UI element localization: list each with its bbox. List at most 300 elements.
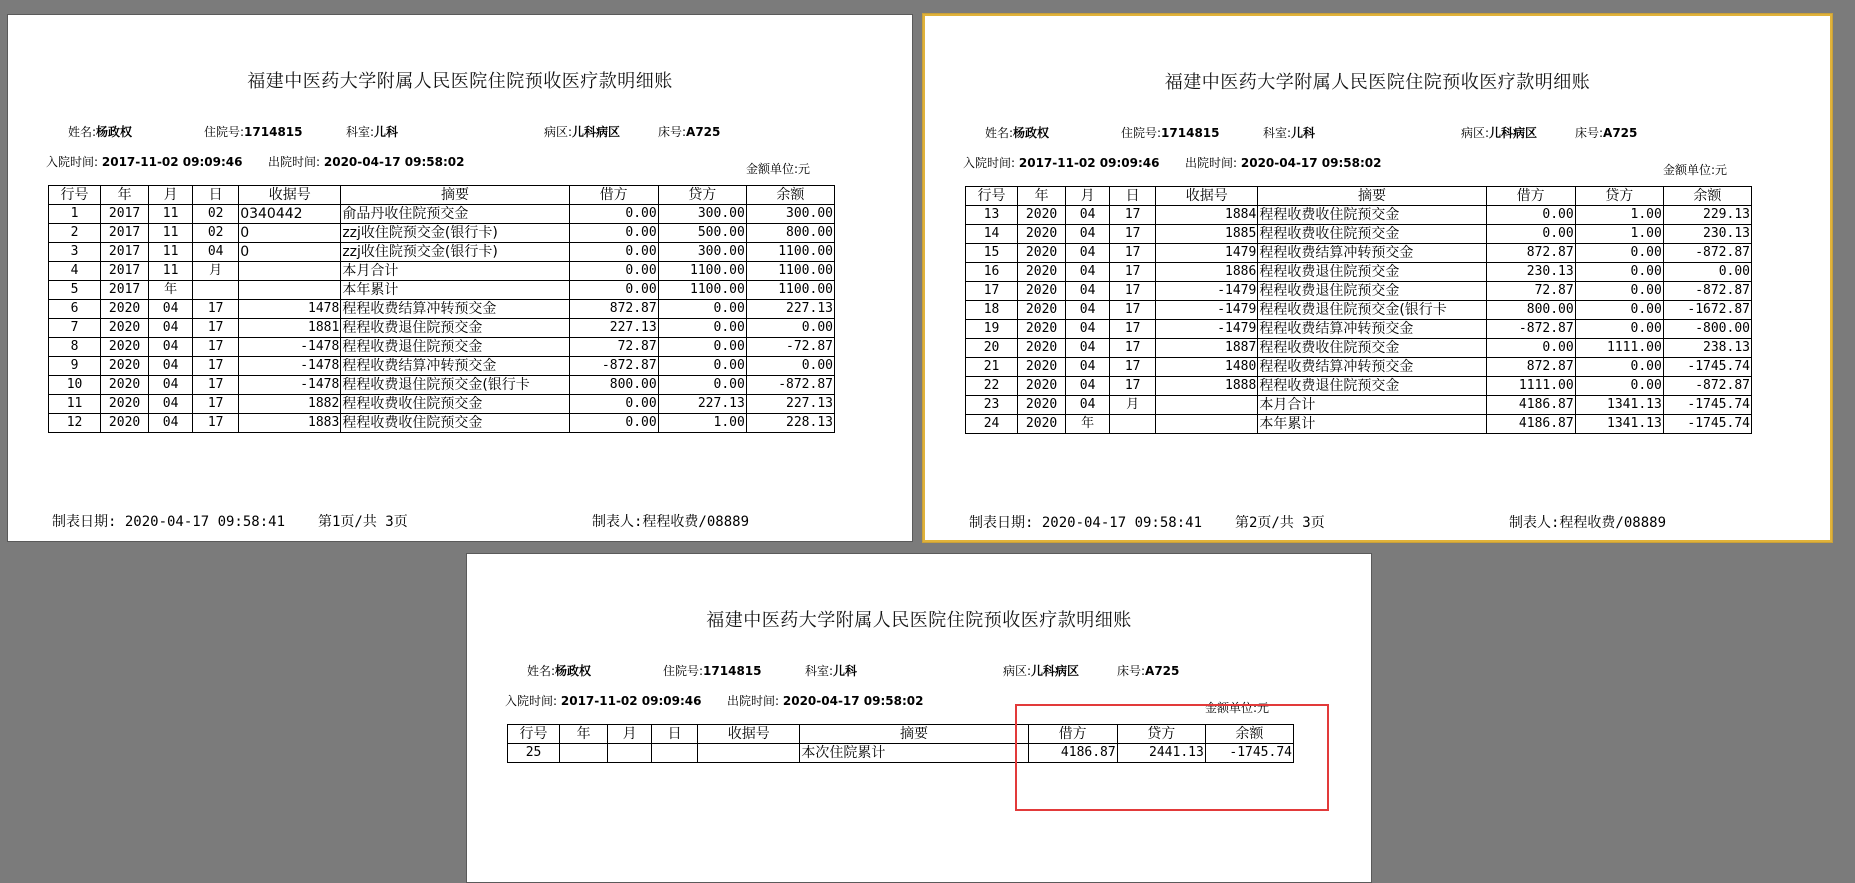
- cell-receipt-number: -1479: [1156, 301, 1258, 320]
- cell-credit: 1.00: [658, 414, 746, 433]
- cell-credit: 1.00: [1575, 206, 1663, 225]
- column-header-balance: 余额: [1663, 187, 1751, 206]
- cell-receipt-number: [698, 744, 800, 763]
- column-header-credit: 贷方: [658, 186, 746, 205]
- discharge-time: 出院时间: 2020-04-17 09:58:02: [1185, 156, 1382, 170]
- table-row: [966, 263, 1752, 282]
- cell-year: 2017: [101, 224, 149, 243]
- footer-date: 制表日期: 2020-04-17 09:58:41: [969, 515, 1203, 531]
- cell-receipt-number: -1478: [239, 376, 341, 395]
- column-header-day: 日: [193, 186, 239, 205]
- column-header-month: 月: [608, 725, 652, 744]
- cell-day: 17: [1110, 301, 1156, 320]
- cell-debit: 0.00: [569, 414, 658, 433]
- report-page-2[interactable]: [923, 14, 1832, 542]
- cell-credit: 0.00: [1575, 282, 1663, 301]
- cell-day: 17: [1110, 339, 1156, 358]
- cell-receipt-number: 0: [239, 224, 341, 243]
- ledger-table: [48, 185, 835, 433]
- cell-debit: 800.00: [569, 376, 658, 395]
- cell-row-number: 16: [966, 263, 1018, 282]
- cell-summary: 程程收费退住院预交金: [1258, 377, 1486, 396]
- cell-receipt-number: 1480: [1156, 358, 1258, 377]
- ledger-header-row: [966, 187, 1752, 206]
- cell-balance: -1745.74: [1663, 415, 1751, 434]
- cell-month: 04: [1066, 206, 1110, 225]
- cell-year: [560, 744, 608, 763]
- column-header-month: 月: [149, 186, 193, 205]
- cell-row-number: 22: [966, 377, 1018, 396]
- column-header-row-number: 行号: [49, 186, 101, 205]
- cell-credit: 0.00: [658, 376, 746, 395]
- cell-day: 17: [193, 395, 239, 414]
- cell-debit: 0.00: [569, 262, 658, 281]
- cell-debit: -872.87: [1486, 320, 1575, 339]
- cell-day: 04: [193, 243, 239, 262]
- cell-year: 2020: [101, 300, 149, 319]
- column-header-balance: 余额: [746, 186, 834, 205]
- cell-month: 11: [149, 224, 193, 243]
- cell-day: 02: [193, 224, 239, 243]
- cell-debit: 1111.00: [1486, 377, 1575, 396]
- cell-month: 04: [1066, 263, 1110, 282]
- cell-day: 17: [1110, 282, 1156, 301]
- cell-year: 2020: [1018, 415, 1066, 434]
- table-row: [49, 395, 835, 414]
- cell-balance: 0.00: [746, 319, 834, 338]
- cell-credit: 1341.13: [1575, 415, 1663, 434]
- cell-credit: 0.00: [658, 357, 746, 376]
- cell-balance: 229.13: [1663, 206, 1751, 225]
- cell-year: 2017: [101, 281, 149, 300]
- cell-summary: 程程收费退住院预交金: [1258, 263, 1486, 282]
- cell-row-number: 15: [966, 244, 1018, 263]
- cell-debit: 0.00: [569, 205, 658, 224]
- cell-receipt-number: -1479: [1156, 320, 1258, 339]
- cell-month: 11: [149, 243, 193, 262]
- column-header-year: 年: [101, 186, 149, 205]
- cell-summary: 程程收费收住院预交金: [1258, 339, 1486, 358]
- cell-balance: 227.13: [746, 300, 834, 319]
- ledger-body: [966, 206, 1752, 434]
- column-header-summary: 摘要: [341, 186, 569, 205]
- cell-day: 17: [1110, 244, 1156, 263]
- cell-year: 2017: [101, 205, 149, 224]
- cell-summary: 程程收费退住院预交金(银行卡: [1258, 301, 1486, 320]
- cell-credit: 1100.00: [658, 262, 746, 281]
- cell-day: 月: [193, 262, 239, 281]
- cell-receipt-number: 1884: [1156, 206, 1258, 225]
- cell-credit: 1341.13: [1575, 396, 1663, 415]
- table-row: [966, 301, 1752, 320]
- cell-day: 02: [193, 205, 239, 224]
- cell-row-number: 4: [49, 262, 101, 281]
- cell-receipt-number: -1478: [239, 357, 341, 376]
- cell-month: 04: [149, 414, 193, 433]
- column-header-debit: 借方: [1028, 725, 1117, 744]
- column-header-receipt-number: 收据号: [698, 725, 800, 744]
- cell-row-number: 13: [966, 206, 1018, 225]
- cell-day: 17: [193, 414, 239, 433]
- cell-credit: 0.00: [658, 338, 746, 357]
- cell-summary: 本次住院累计: [800, 744, 1028, 763]
- cell-debit: 4186.87: [1486, 415, 1575, 434]
- cell-day: 17: [1110, 358, 1156, 377]
- cell-receipt-number: 1479: [1156, 244, 1258, 263]
- footer-page-number: 第1页/共 3页: [318, 514, 408, 530]
- ledger-header-row: [49, 186, 835, 205]
- cell-debit: 0.00: [1486, 206, 1575, 225]
- cell-receipt-number: 1881: [239, 319, 341, 338]
- cell-month: 04: [1066, 396, 1110, 415]
- column-header-debit: 借方: [569, 186, 658, 205]
- cell-year: 2020: [1018, 225, 1066, 244]
- cell-debit: 872.87: [569, 300, 658, 319]
- cell-receipt-number: 1887: [1156, 339, 1258, 358]
- footer-date: 制表日期: 2020-04-17 09:58:41: [52, 514, 286, 530]
- cell-balance: 0.00: [746, 357, 834, 376]
- table-row: [49, 319, 835, 338]
- cell-receipt-number: [1156, 415, 1258, 434]
- column-header-receipt-number: 收据号: [1156, 187, 1258, 206]
- cell-year: 2020: [101, 376, 149, 395]
- cell-row-number: 7: [49, 319, 101, 338]
- ward: 病区:儿科病区: [1461, 126, 1538, 140]
- column-header-day: 日: [1110, 187, 1156, 206]
- column-header-receipt-number: 收据号: [239, 186, 341, 205]
- cell-row-number: 9: [49, 357, 101, 376]
- cell-balance: 1100.00: [746, 281, 834, 300]
- cell-row-number: 3: [49, 243, 101, 262]
- cell-year: 2020: [101, 395, 149, 414]
- cell-balance: 1100.00: [746, 262, 834, 281]
- cell-month: [608, 744, 652, 763]
- cell-day: [193, 281, 239, 300]
- cell-debit: 0.00: [569, 395, 658, 414]
- cell-receipt-number: [239, 262, 341, 281]
- bed-number: 床号:A725: [1575, 126, 1638, 140]
- column-header-summary: 摘要: [1258, 187, 1486, 206]
- cell-row-number: 2: [49, 224, 101, 243]
- cell-credit: 1100.00: [658, 281, 746, 300]
- department: 科室:儿科: [1263, 126, 1316, 140]
- cell-balance: -872.87: [1663, 377, 1751, 396]
- cell-year: 2020: [101, 414, 149, 433]
- cell-summary: 本月合计: [1258, 396, 1486, 415]
- table-row: [49, 376, 835, 395]
- cell-year: 2020: [1018, 396, 1066, 415]
- cell-credit: 0.00: [1575, 358, 1663, 377]
- admission-number: 住院号:1714815: [1121, 126, 1220, 140]
- cell-balance: -1745.74: [1663, 396, 1751, 415]
- cell-balance: -1672.87: [1663, 301, 1751, 320]
- cell-balance: -800.00: [1663, 320, 1751, 339]
- cell-summary: 程程收费收住院预交金: [1258, 206, 1486, 225]
- cell-year: 2020: [101, 319, 149, 338]
- cell-receipt-number: [1156, 396, 1258, 415]
- table-row: [966, 282, 1752, 301]
- patient-name: 姓名:杨政权: [68, 125, 133, 139]
- amount-unit: 金额单位:元: [1205, 701, 1270, 715]
- cell-day: 17: [193, 338, 239, 357]
- cell-receipt-number: -1478: [239, 338, 341, 357]
- table-row: [49, 338, 835, 357]
- admission-time: 入院时间: 2017-11-02 09:09:46: [505, 694, 702, 708]
- cell-summary: 程程收费结算冲转预交金: [341, 300, 569, 319]
- cell-summary: 程程收费收住院预交金: [341, 414, 569, 433]
- cell-month: 04: [1066, 301, 1110, 320]
- cell-debit: 872.87: [1486, 358, 1575, 377]
- cell-credit: 0.00: [1575, 263, 1663, 282]
- cell-balance: 230.13: [1663, 225, 1751, 244]
- cell-year: 2020: [1018, 244, 1066, 263]
- cell-debit: 72.87: [1486, 282, 1575, 301]
- cell-month: 04: [149, 357, 193, 376]
- column-header-credit: 贷方: [1575, 187, 1663, 206]
- cell-credit: 2441.13: [1117, 744, 1205, 763]
- ward: 病区:儿科病区: [1003, 664, 1080, 678]
- cell-summary: 程程收费结算冲转预交金: [1258, 320, 1486, 339]
- cell-month: 04: [1066, 282, 1110, 301]
- cell-debit: 4186.87: [1028, 744, 1117, 763]
- discharge-time: 出院时间: 2020-04-17 09:58:02: [727, 694, 924, 708]
- cell-summary: 程程收费收住院预交金: [1258, 225, 1486, 244]
- bed-number: 床号:A725: [658, 125, 721, 139]
- cell-day: [652, 744, 698, 763]
- column-header-row-number: 行号: [966, 187, 1018, 206]
- cell-month: 04: [1066, 320, 1110, 339]
- cell-receipt-number: [239, 281, 341, 300]
- cell-receipt-number: 1886: [1156, 263, 1258, 282]
- cell-debit: 872.87: [1486, 244, 1575, 263]
- table-row: [49, 414, 835, 433]
- cell-summary: 程程收费结算冲转预交金: [341, 357, 569, 376]
- cell-day: 17: [193, 376, 239, 395]
- table-row: [49, 357, 835, 376]
- discharge-time: 出院时间: 2020-04-17 09:58:02: [268, 155, 465, 169]
- cell-row-number: 8: [49, 338, 101, 357]
- highlight-annotation-box: [1015, 704, 1329, 811]
- cell-debit: 800.00: [1486, 301, 1575, 320]
- cell-day: 月: [1110, 396, 1156, 415]
- cell-year: 2020: [1018, 339, 1066, 358]
- cell-month: 04: [1066, 358, 1110, 377]
- cell-row-number: 14: [966, 225, 1018, 244]
- cell-balance: 1100.00: [746, 243, 834, 262]
- ledger-table: [965, 186, 1752, 434]
- cell-credit: 0.00: [1575, 320, 1663, 339]
- footer-maker: 制表人:程程收费/08889: [592, 514, 750, 530]
- cell-row-number: 11: [49, 395, 101, 414]
- ledger-body: [49, 205, 835, 433]
- cell-day: [1110, 415, 1156, 434]
- cell-year: 2020: [1018, 320, 1066, 339]
- cell-debit: 0.00: [569, 281, 658, 300]
- table-row: [49, 300, 835, 319]
- cell-month: 11: [149, 205, 193, 224]
- cell-debit: 230.13: [1486, 263, 1575, 282]
- cell-row-number: 6: [49, 300, 101, 319]
- report-title: 福建中医药大学附属人民医院住院预收医疗款明细账: [1164, 72, 1591, 93]
- cell-month: 04: [149, 395, 193, 414]
- cell-debit: 0.00: [569, 243, 658, 262]
- table-row: [49, 205, 835, 224]
- cell-year: 2020: [1018, 301, 1066, 320]
- column-header-month: 月: [1066, 187, 1110, 206]
- cell-year: 2020: [1018, 263, 1066, 282]
- cell-summary: 程程收费退住院预交金: [341, 338, 569, 357]
- cell-credit: 0.00: [1575, 377, 1663, 396]
- cell-debit: -872.87: [569, 357, 658, 376]
- cell-row-number: 25: [508, 744, 560, 763]
- table-row: [966, 377, 1752, 396]
- cell-balance: -72.87: [746, 338, 834, 357]
- cell-summary: 程程收费退住院预交金(银行卡: [341, 376, 569, 395]
- cell-row-number: 23: [966, 396, 1018, 415]
- column-header-credit: 贷方: [1117, 725, 1205, 744]
- cell-credit: 227.13: [658, 395, 746, 414]
- department: 科室:儿科: [346, 125, 399, 139]
- report-page-1[interactable]: [7, 14, 913, 542]
- cell-balance: 238.13: [1663, 339, 1751, 358]
- column-header-summary: 摘要: [800, 725, 1028, 744]
- cell-day: 17: [1110, 377, 1156, 396]
- cell-month: 年: [149, 281, 193, 300]
- cell-summary: zzj收住院预交金(银行卡): [341, 243, 569, 262]
- table-row: [966, 396, 1752, 415]
- cell-month: 年: [1066, 415, 1110, 434]
- column-header-debit: 借方: [1486, 187, 1575, 206]
- amount-unit: 金额单位:元: [1663, 163, 1728, 177]
- cell-row-number: 18: [966, 301, 1018, 320]
- cell-balance: -1745.74: [1205, 744, 1293, 763]
- cell-row-number: 10: [49, 376, 101, 395]
- cell-day: 17: [1110, 225, 1156, 244]
- column-header-balance: 余额: [1205, 725, 1293, 744]
- cell-day: 17: [193, 300, 239, 319]
- cell-row-number: 24: [966, 415, 1018, 434]
- cell-year: 2017: [101, 262, 149, 281]
- table-row: [49, 281, 835, 300]
- cell-debit: 0.00: [569, 224, 658, 243]
- cell-debit: 227.13: [569, 319, 658, 338]
- cell-day: 17: [1110, 263, 1156, 282]
- cell-month: 04: [1066, 225, 1110, 244]
- cell-credit: 300.00: [658, 243, 746, 262]
- cell-debit: 72.87: [569, 338, 658, 357]
- cell-summary: 程程收费收住院预交金: [341, 395, 569, 414]
- cell-summary: 俞品丹收住院预交金: [341, 205, 569, 224]
- cell-row-number: 20: [966, 339, 1018, 358]
- cell-balance: -872.87: [1663, 244, 1751, 263]
- cell-month: 04: [149, 300, 193, 319]
- cell-row-number: 19: [966, 320, 1018, 339]
- cell-receipt-number: -1479: [1156, 282, 1258, 301]
- cell-balance: 0.00: [1663, 263, 1751, 282]
- cell-month: 04: [149, 338, 193, 357]
- cell-year: 2020: [1018, 282, 1066, 301]
- ward: 病区:儿科病区: [544, 125, 621, 139]
- cell-year: 2020: [1018, 206, 1066, 225]
- cell-credit: 0.00: [658, 319, 746, 338]
- cell-year: 2020: [1018, 358, 1066, 377]
- column-header-row-number: 行号: [508, 725, 560, 744]
- patient-name: 姓名:杨政权: [985, 126, 1050, 140]
- cell-debit: 0.00: [1486, 339, 1575, 358]
- cell-credit: 0.00: [1575, 244, 1663, 263]
- cell-balance: -872.87: [1663, 282, 1751, 301]
- cell-balance: -872.87: [746, 376, 834, 395]
- cell-receipt-number: 0340442: [239, 205, 341, 224]
- cell-debit: 4186.87: [1486, 396, 1575, 415]
- cell-credit: 0.00: [658, 300, 746, 319]
- table-row: [966, 358, 1752, 377]
- cell-month: 04: [1066, 339, 1110, 358]
- table-row: [49, 262, 835, 281]
- cell-year: 2017: [101, 243, 149, 262]
- cell-row-number: 21: [966, 358, 1018, 377]
- cell-year: 2020: [1018, 377, 1066, 396]
- cell-balance: 227.13: [746, 395, 834, 414]
- cell-row-number: 1: [49, 205, 101, 224]
- cell-summary: 本月合计: [341, 262, 569, 281]
- cell-credit: 300.00: [658, 205, 746, 224]
- column-header-year: 年: [1018, 187, 1066, 206]
- report-page-3[interactable]: [466, 553, 1372, 883]
- table-row: [966, 225, 1752, 244]
- cell-receipt-number: 0: [239, 243, 341, 262]
- cell-year: 2020: [101, 357, 149, 376]
- table-row: [966, 339, 1752, 358]
- cell-balance: -1745.74: [1663, 358, 1751, 377]
- table-row: [49, 224, 835, 243]
- amount-unit: 金额单位:元: [746, 162, 811, 176]
- cell-receipt-number: 1883: [239, 414, 341, 433]
- table-row: [966, 320, 1752, 339]
- cell-month: 04: [149, 319, 193, 338]
- cell-credit: 1111.00: [1575, 339, 1663, 358]
- admission-number: 住院号:1714815: [204, 125, 303, 139]
- cell-day: 17: [1110, 206, 1156, 225]
- admission-time: 入院时间: 2017-11-02 09:09:46: [963, 156, 1160, 170]
- footer-maker: 制表人:程程收费/08889: [1509, 515, 1667, 531]
- table-row: [966, 415, 1752, 434]
- report-title: 福建中医药大学附属人民医院住院预收医疗款明细账: [247, 71, 673, 92]
- cell-summary: 程程收费退住院预交金: [1258, 282, 1486, 301]
- cell-receipt-number: 1888: [1156, 377, 1258, 396]
- admission-number: 住院号:1714815: [663, 664, 762, 678]
- patient-name: 姓名:杨政权: [527, 664, 592, 678]
- cell-balance: 228.13: [746, 414, 834, 433]
- admission-time: 入院时间: 2017-11-02 09:09:46: [46, 155, 243, 169]
- cell-summary: 程程收费结算冲转预交金: [1258, 358, 1486, 377]
- cell-credit: 0.00: [1575, 301, 1663, 320]
- cell-balance: 800.00: [746, 224, 834, 243]
- cell-summary: 本年累计: [341, 281, 569, 300]
- cell-debit: 0.00: [1486, 225, 1575, 244]
- column-header-year: 年: [560, 725, 608, 744]
- cell-day: 17: [193, 319, 239, 338]
- table-row: [966, 206, 1752, 225]
- cell-credit: 500.00: [658, 224, 746, 243]
- cell-summary: zzj收住院预交金(银行卡): [341, 224, 569, 243]
- cell-day: 17: [1110, 320, 1156, 339]
- cell-balance: 300.00: [746, 205, 834, 224]
- cell-month: 04: [149, 376, 193, 395]
- cell-receipt-number: 1882: [239, 395, 341, 414]
- cell-row-number: 5: [49, 281, 101, 300]
- cell-month: 04: [1066, 244, 1110, 263]
